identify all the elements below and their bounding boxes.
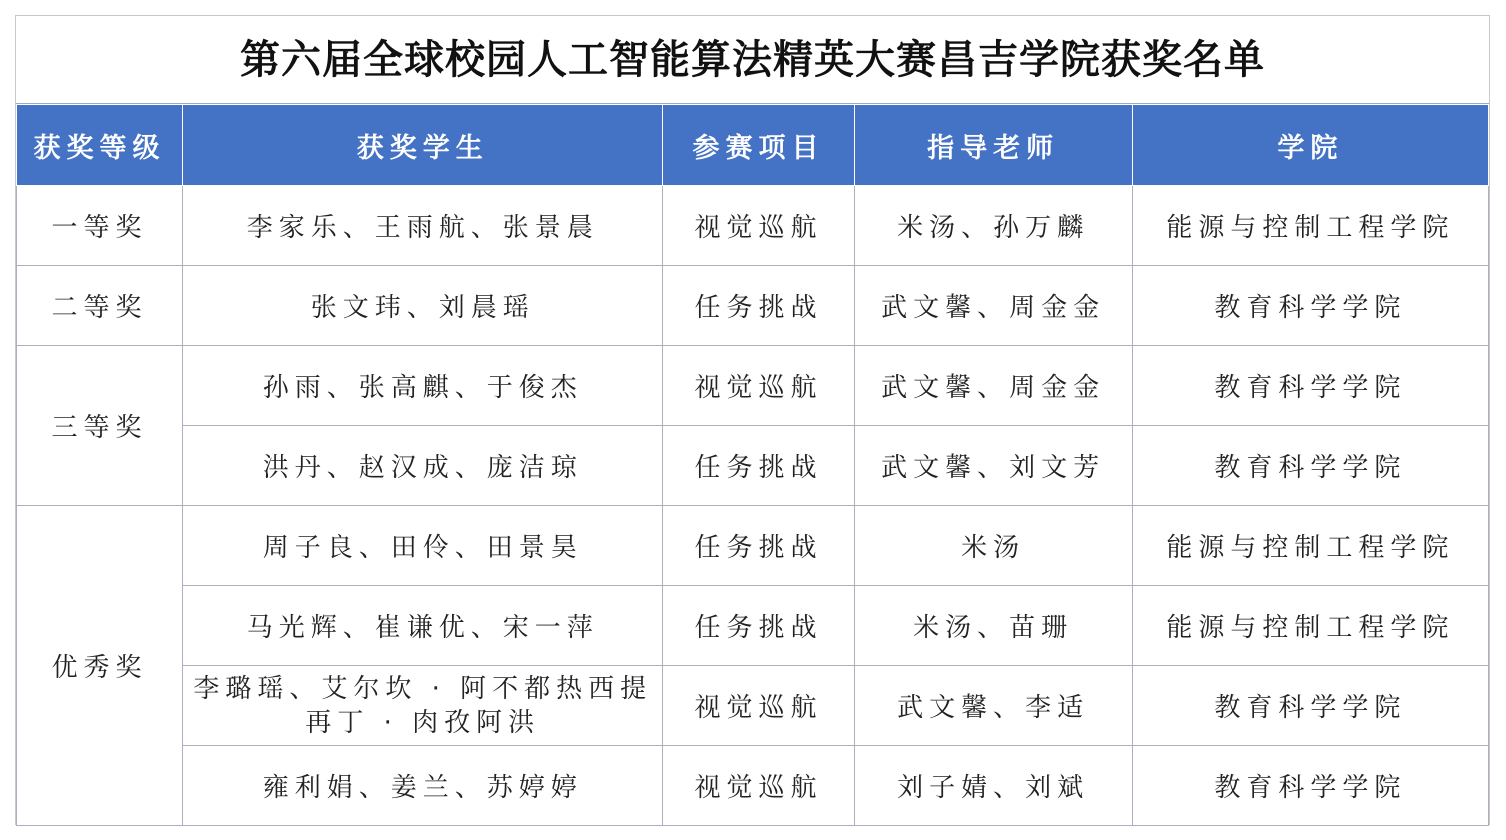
college-cell: 能源与控制工程学院 — [1132, 186, 1488, 266]
project-cell: 视觉巡航 — [663, 666, 854, 746]
level-cell: 二等奖 — [17, 266, 183, 346]
students-cell: 张文玮、刘晨瑶 — [183, 266, 663, 346]
advisor-cell: 武文馨、刘文芳 — [854, 426, 1132, 506]
students-cell — [183, 666, 663, 746]
advisor-cell: 武文馨、李适 — [854, 666, 1132, 746]
college-cell: 教育科学学院 — [1132, 666, 1488, 746]
students-cell: 李家乐、王雨航、张景晨 — [183, 186, 663, 266]
header-level: 获奖等级 — [17, 105, 183, 186]
table-row — [17, 346, 1489, 426]
college-cell: 教育科学学院 — [1132, 346, 1488, 426]
project-cell: 视觉巡航 — [663, 746, 854, 826]
college-cell: 教育科学学院 — [1132, 746, 1488, 826]
project-cell: 视觉巡航 — [663, 346, 854, 426]
students-cell: 周子良、田伶、田景昊 — [183, 506, 663, 586]
header-students: 获奖学生 — [183, 105, 663, 186]
advisor-cell: 刘子婧、刘斌 — [854, 746, 1132, 826]
table-row — [17, 586, 1489, 666]
header-project: 参赛项目 — [663, 105, 854, 186]
students-cell: 洪丹、赵汉成、庞洁琼 — [183, 426, 663, 506]
award-list-sheet — [15, 15, 1490, 825]
table-row — [17, 666, 1489, 746]
project-cell: 任务挑战 — [663, 266, 854, 346]
level-cell: 优秀奖 — [17, 506, 183, 826]
header-advisor: 指导老师 — [854, 105, 1132, 186]
college-cell: 教育科学学院 — [1132, 426, 1488, 506]
table-row — [17, 506, 1489, 586]
college-cell: 能源与控制工程学院 — [1132, 506, 1488, 586]
award-table — [16, 104, 1489, 826]
project-cell: 任务挑战 — [663, 506, 854, 586]
advisor-cell: 武文馨、周金金 — [854, 346, 1132, 426]
project-cell: 任务挑战 — [663, 586, 854, 666]
header-college: 学院 — [1132, 105, 1488, 186]
page-title: 第六届全球校园人工智能算法精英大赛昌吉学院获奖名单 — [16, 16, 1489, 104]
table-header-row — [17, 105, 1489, 186]
advisor-cell: 武文馨、周金金 — [854, 266, 1132, 346]
level-cell: 一等奖 — [17, 186, 183, 266]
students-line-1: 李璐瑶、艾尔坎 · 阿不都热西提 — [193, 673, 653, 704]
students-cell: 雍利娟、姜兰、苏婷婷 — [183, 746, 663, 826]
advisor-cell: 米汤 — [854, 506, 1132, 586]
table-row — [17, 266, 1489, 346]
advisor-cell: 米汤、孙万麟 — [854, 186, 1132, 266]
level-cell: 三等奖 — [17, 346, 183, 506]
students-cell: 孙雨、张高麒、于俊杰 — [183, 346, 663, 426]
college-cell: 能源与控制工程学院 — [1132, 586, 1488, 666]
table-row — [17, 186, 1489, 266]
table-row — [17, 746, 1489, 826]
project-cell: 视觉巡航 — [663, 186, 854, 266]
advisor-cell: 米汤、苗珊 — [854, 586, 1132, 666]
table-row — [17, 426, 1489, 506]
students-line-2: 再丁 · 肉孜阿洪 — [305, 707, 541, 738]
students-cell: 马光辉、崔谦优、宋一萍 — [183, 586, 663, 666]
college-cell: 教育科学学院 — [1132, 266, 1488, 346]
project-cell: 任务挑战 — [663, 426, 854, 506]
